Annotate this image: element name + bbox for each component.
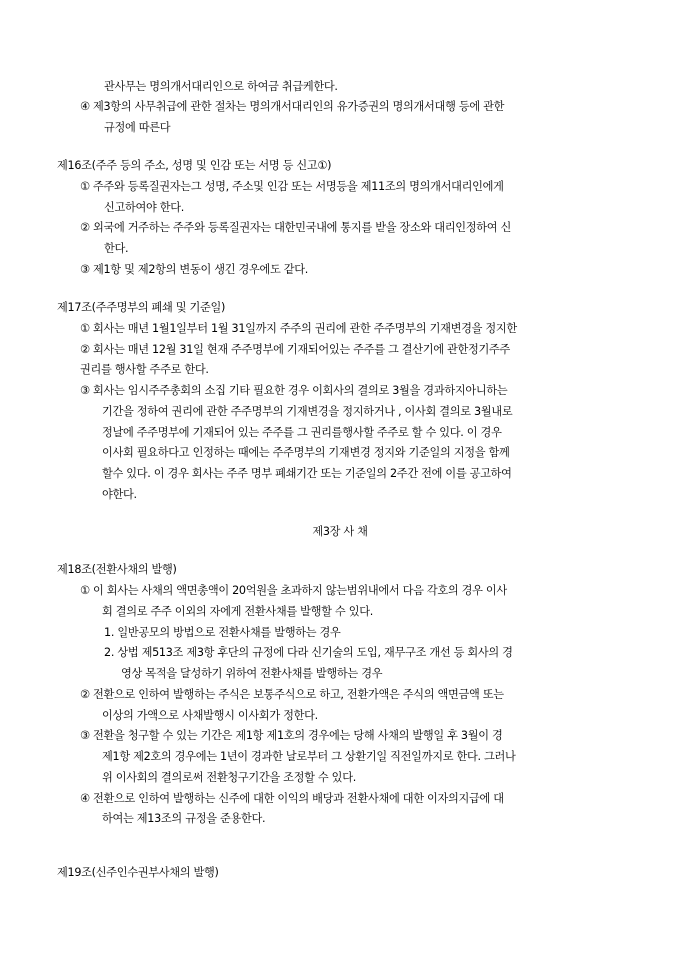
continuation-line: 제1항 제2호의 경우에는 1년이 경과한 날로부터 그 상환기일 직전일까지로 한다. 그러나: [102, 750, 516, 763]
article-18-title: 제18조(전환사채의 발행): [57, 563, 177, 576]
article-18-paragraph-1: ① 이 회사는 사채의 액면총액이 20억원을 초과하지 않는범위내에서 다음 각호의 경우 이사: [80, 584, 507, 597]
article-16-paragraph-1: ① 주주와 등록질권자는그 성명, 주소및 인감 또는 서명등을 제11조의 명의개서대리인에게: [80, 180, 504, 193]
continuation-line: 기간을 정하여 권리에 관한 주주명부의 기재변경을 정지하거나 , 이사회 결의로 3월내로: [102, 405, 513, 418]
list-item-2: 2. 상법 제513조 제3항 후단의 규정에 다라 신기술의 도입, 재무구조 개선 등 회사의 경: [104, 646, 513, 659]
continuation-line: 이상의 가액으로 사채발행시 이사회가 정한다.: [102, 709, 318, 722]
article-17-paragraph-3: ③ 회사는 임시주주총회의 소집 기타 필요한 경우 이회사의 결의로 3월을 경과하지아니하는: [80, 384, 508, 397]
article-19-title: 제19조(신주인수권부사채의 발행): [57, 866, 219, 879]
continuation-line: 한다.: [104, 242, 129, 255]
continuation-line: 할수 있다. 이 경우 회사는 주주 명부 폐쇄기간 또는 기준일의 2주간 전에 이를 공고하여: [102, 467, 512, 480]
continuation-line: 관사무는 명의개서대리인으로 하여금 취급케한다.: [104, 80, 338, 93]
chapter-heading: 제3장 사 채: [312, 525, 368, 538]
list-item-1: 1. 일반공모의 방법으로 전환사채를 발행하는 경우: [104, 626, 341, 639]
continuation-line: 정날에 주주명부에 기재되어 있는 주주를 그 권리를행사할 주주로 할 수 있다. 이 경우: [102, 426, 502, 439]
article-18-paragraph-3: ③ 전환을 청구할 수 있는 기간은 제1항 제1호의 경우에는 당해 사채의 발행일 후 3월이 경: [80, 729, 503, 742]
article-16-paragraph-2: ② 외국에 거주하는 주주와 등록질권자는 대한민국내에 통지를 받을 장소와 대리인정하여 신: [80, 221, 512, 234]
article-17-paragraph-2: ② 회사는 매년 12월 31일 현재 주주명부에 기재되어있는 주주를 그 결산기에 관한정기주주: [80, 343, 511, 356]
continuation-line: 신고하여야 한다.: [104, 201, 185, 214]
continuation-line: 영상 목적을 달성하기 위하여 전환사채를 발행하는 경우: [121, 667, 383, 680]
article-16-paragraph-3: ③ 제1항 및 제2항의 변동이 생긴 경우에도 같다.: [80, 263, 309, 276]
continuation-line: 야한다.: [102, 488, 137, 501]
article-17-paragraph-1: ① 회사는 매년 1월1일부터 1월 31일까지 주주의 권리에 관한 주주명부의 기재변경을 정지한: [80, 322, 517, 335]
article-18-paragraph-4: ④ 전환으로 인하여 발행하는 신주에 대한 이익의 배당과 전환사채에 대한 이자의지급에 대: [80, 792, 504, 805]
article-18-paragraph-2: ② 전환으로 인하여 발행하는 주식은 보통주식으로 하고, 전환가액은 주식의 액면금액 또는: [80, 688, 504, 701]
continuation-line: 하여는 제13조의 규정을 준용한다.: [102, 812, 266, 825]
continuation-line: 규정에 따른다: [104, 121, 171, 134]
continuation-line: 권리를 행사할 주주로 한다.: [80, 363, 209, 376]
paragraph-4: ④ 제3항의 사무취급에 관한 절차는 명의개서대리인의 유가증권의 명의개서대행 등에 관한: [80, 100, 505, 113]
article-17-title: 제17조(주주명부의 폐쇄 및 기준일): [57, 301, 226, 314]
continuation-line: 위 이사회의 결의로써 전환청구기간을 조정할 수 있다.: [102, 771, 356, 784]
continuation-line: 회 결의로 주주 이외의 자에게 전환사채를 발행할 수 있다.: [102, 605, 373, 618]
continuation-line: 이사회 필요하다고 인정하는 때에는 주주명부의 기재변경 정지와 기준일의 지정을 함께: [102, 446, 510, 459]
article-16-title: 제16조(주주 등의 주소, 성명 및 인감 또는 서명 등 신고①): [57, 159, 332, 172]
